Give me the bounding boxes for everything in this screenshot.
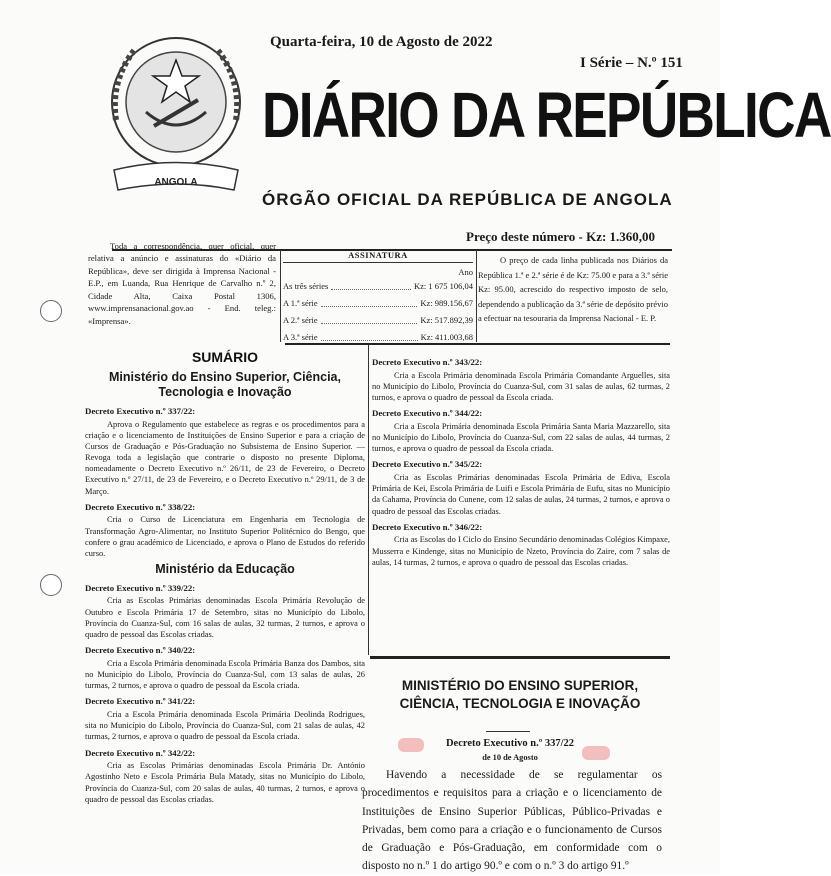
column-divider bbox=[368, 345, 369, 655]
subscription-row bbox=[283, 312, 473, 329]
correspondence-note: Toda a correspondência, quer oficial, quer relativa a anúncio e assinaturas do «Diário da República», deve ser dirigida à Imprensa Nacional - E.P., em Luanda, Rua Henrique de Carvalho n.º 2, Cidade Alta, Caixa Postal 1306, www.imprensanacional.gov.ao - End. teleg.: «Imprensa». bbox=[88, 241, 276, 326]
section-rule bbox=[370, 656, 670, 659]
decree-summary: Cria as Escolas do I Ciclo do Ensino Secundário denominadas Colégios Kimpaxe, Musserra e Kindenge, sitas no Município de Nzeto, Província do Zaire, com 7 salas de aulas, 14 turmas, 2 turnos, e aprova o quadro de pessoal das Escolas criadas. bbox=[372, 535, 670, 567]
decree-summary: Cria as Escolas Primárias denominadas Escola Primária Revolução de Outubro e Escola Primária 17 de Setembro, sitas no Município do Libolo, Província do Cuanza-Sul, com 16 salas de aulas, 32 turmas, 2 turnos, e aprova o quadro de pessoal das Escolas criadas. bbox=[85, 596, 365, 639]
subscription-row bbox=[283, 278, 473, 295]
short-rule bbox=[486, 731, 530, 732]
subscription-row-label: A 1.ª série bbox=[283, 298, 318, 308]
decree-summary: Aprova o Regulamento que estabelece as regras e os procedimentos para a criação e o licenciamento de Instituições de Ensino Superior e para a criação de Cursos de Graduação e Pós-Graduação no Subsistema de Ensino Superior. — Revoga toda a legislação que contrarie o disposto no presente Diploma, nomeadamente o Decreto Executivo n.º 26/11, de 23 de Fevereiro, o Decreto Executivo n.º 27/11, de 23 de Fevereiro, e o Decreto Executivo n.º 29/11, de 3 de Março. bbox=[85, 419, 365, 496]
decree-title: Decreto Executivo n.º 340/22: bbox=[85, 645, 196, 656]
issue-series: I Série – N.º 151 bbox=[580, 55, 683, 71]
emblem-label: ANGOLA bbox=[154, 177, 198, 188]
publication-subtitle: ÓRGÃO OFICIAL DA REPÚBLICA DE ANGOLA bbox=[262, 190, 673, 209]
publication-title: DIÁRIO DA REPÚBLICA bbox=[262, 79, 831, 151]
decree-title: Decreto Executivo n.º 337/22: bbox=[85, 405, 196, 416]
issue-date: Quarta-feira, 10 de Agosto de 2022 bbox=[270, 34, 493, 50]
decree-summary: Cria a Escola Primária denominada Escola Primária Comandante Arguelles, sita no Município do Libolo, Província do Cuanza-Sul, com 31 salas de aulas, 62 turmas, 2 turnos, e aprova o quadro de pessoal da Escola criada. bbox=[372, 370, 670, 403]
decree-summary: Cria a Escola Primária denominada Escola Primária Santa Maria Mazzarello, sita no Município do Libolo, Província do Cuanza-Sul, com 22 salas de aulas, 44 turmas, 2 turnos, e aprova o quadro de pessoal da Escola criada. bbox=[372, 421, 670, 454]
subscription-row-value: Kz: 1 675 106,04 bbox=[413, 281, 473, 291]
subscription-table bbox=[283, 250, 473, 346]
subscription-row-label: A 3.ª série bbox=[283, 332, 318, 342]
decree-title: Decreto Executivo n.º 344/22: bbox=[372, 408, 483, 419]
summary-ministry: Ministério do Ensino Superior, Ciência, Tecnologia e Inovação bbox=[109, 369, 341, 400]
decree-title: Decreto Executivo n.º 338/22: bbox=[85, 501, 196, 512]
decree-title: Decreto Executivo n.º 343/22: bbox=[372, 357, 483, 367]
column-divider bbox=[476, 250, 477, 342]
subscription-row-value: Kz: 989.156,67 bbox=[420, 298, 473, 308]
binder-hole bbox=[40, 574, 62, 596]
summary-column-right bbox=[372, 352, 670, 568]
subscription-row bbox=[283, 295, 473, 312]
section-decree-date: de 10 de Agosto bbox=[482, 753, 538, 762]
decree-title: Decreto Executivo n.º 342/22: bbox=[85, 747, 196, 758]
decree-summary: Cria a Escola Primária denominada Escola Primária Deolinda Rodrigues, sita no Município do Libolo, Província do Cuanza-Sul, com 21 salas de aulas, 42 turmas, 2 turnos, e aprova o quadro de pessoal da Escola criada. bbox=[85, 710, 365, 742]
subscription-rule bbox=[285, 343, 670, 345]
decree-title: Decreto Executivo n.º 346/22: bbox=[372, 521, 483, 532]
column-divider bbox=[280, 250, 281, 342]
binder-hole bbox=[40, 300, 62, 322]
subscription-row-value: Kz: 411.003,68 bbox=[420, 332, 473, 342]
line-price-note: O preço de cada linha publicada nos Diários da República 1.ª e 2.ª série é de Kz: 75.00 e para a 3.ª série Kz: 95.00, acrescido do respectivo imposto de selo, dependendo a publicação da 3.ª série de depósito prévio a efectuar na tesouraria da Imprensa Nacional - E. P. bbox=[478, 255, 668, 324]
subscription-heading: ASSINATURA bbox=[283, 250, 473, 263]
decree-summary: Cria as Escolas Primárias denominadas Escola Primária de Ediva, Escola Primária de Kei, Escola Primária de Luifi e Escola Primária de Eufu, sitas no Município da Cahama, Província do Cunene, com 12 salas de aulas, 24 turmas, 2 turnos, e aprova o quadro de pessoal das Escolas criadas. bbox=[372, 473, 670, 516]
angola-coat-of-arms bbox=[96, 30, 256, 202]
section-decree-title: Decreto Executivo n.º 337/22 bbox=[445, 738, 575, 749]
decree-title: Decreto Executivo n.º 341/22: bbox=[85, 696, 196, 707]
decree-summary: Cria as Escolas Primárias denominadas Escola Primária Dr. António Agostinho Neto e Escola Primária Bula Matady, sitas no Município do Libolo, Província do Cuanza-Sul, com 20 salas de aulas, 40 turmas, 2 turnos, e aprova o quadro de pessoal das Escolas criadas. bbox=[85, 761, 365, 804]
section-ministry: MINISTÉRIO DO ENSINO SUPERIOR, CIÊNCIA, TECNOLOGIA E INOVAÇÃO bbox=[399, 678, 641, 711]
decree-summary: Cria a Escola Primária denominada Escola Primária Banza dos Dambos, sita no Município do Libolo, Província do Cuanza-Sul, com 13 salas de aulas, 26 turmas, 2 turnos, e aprova o quadro de pessoal da Escola criada. bbox=[85, 658, 365, 691]
summary-heading: SUMÁRIO bbox=[191, 349, 259, 365]
summary-column bbox=[85, 348, 365, 805]
subscription-row-label: A 2.ª série bbox=[283, 315, 318, 325]
subscription-row-value: Kz: 517.892,39 bbox=[420, 315, 473, 325]
decree-summary: Cria o Curso de Licenciatura em Engenharia em Tecnologia de Transformação Agro-Alimentar, no Instituto Superior Politécnico do Bengo, que confere o grau académico de Licenciado, e aprova o Plano de Estudos do referido curso. bbox=[85, 515, 365, 558]
decree-title: Decreto Executivo n.º 339/22: bbox=[85, 582, 196, 593]
summary-ministry: Ministério da Educação bbox=[155, 562, 295, 577]
subscription-row-label: As três séries bbox=[283, 281, 329, 291]
subscription-year-label: Ano bbox=[458, 267, 473, 277]
section-body-text: Havendo a necessidade de se regulamentar os procedimentos e requisitos para a criação e o licenciamento de Instituições de Ensino Superior Públicas, Público-Privadas e Privadas, bem como para a criação e o funcionamento de Cursos de Graduação e Pós-Graduação, em conformidade com o disposto no n.º 1 do artigo 90.º e com o n.º 3 do artigo 91.º bbox=[362, 769, 662, 873]
issue-price: Preço deste número - Kz: 1.360,00 bbox=[466, 229, 656, 244]
decree-title: Decreto Executivo n.º 345/22: bbox=[372, 459, 483, 470]
